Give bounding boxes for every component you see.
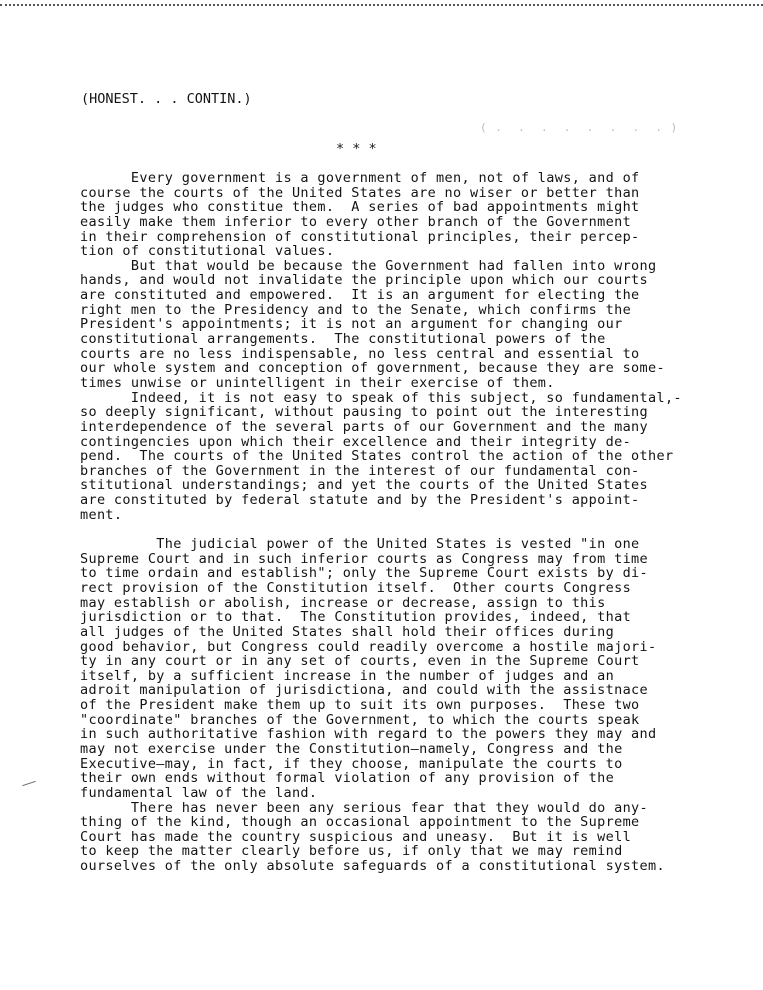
- text-line: stitutional understandings; and yet the courts of the United States: [80, 477, 649, 494]
- text-line: in their comprehension of constitutional principles, their percep-: [80, 228, 640, 245]
- text-line: their own ends without formal violation of any provision of the: [80, 770, 615, 787]
- text-line: Court has made the country suspicious and uneasy. But it is well: [80, 828, 632, 845]
- text-line: itself, by a sufficient increase in the number of judges and an: [80, 667, 615, 684]
- text-line: to time ordain and establish"; only the Supreme Court exists by di-: [80, 565, 649, 582]
- text-line: Supreme Court and in such inferior courts as Congress may from time: [80, 550, 649, 567]
- text-line: right men to the Presidency and to the Senate, which confirms the: [80, 301, 632, 318]
- text-line: fundamental law of the land.: [80, 784, 318, 801]
- text-line: all judges of the United States shall hold their offices during: [80, 623, 615, 640]
- text-line: our whole system and conception of government, because they are some-: [80, 360, 665, 377]
- margin-pencil-mark: [22, 781, 36, 786]
- text-line: hands, and would not invalidate the principle upon which our courts: [80, 272, 649, 289]
- text-line: pend. The courts of the United States control the action of the other: [80, 448, 674, 465]
- text-line: Every government is a government of men, not of laws, and of: [80, 170, 640, 186]
- text-line: tion of constitutional values.: [80, 243, 335, 260]
- section-break-stars: * * *: [336, 141, 377, 157]
- text-line: ourselves of the only absolute safeguards of a constitutional system.: [80, 858, 665, 875]
- text-line: But that would be because the Government had fallen into wrong: [80, 257, 657, 274]
- text-line: the judges who constitue them. A series of bad appointments might: [80, 199, 640, 216]
- text-line: may not exercise under the Constitution—namely, Congress and the: [80, 740, 623, 757]
- text-line: ment.: [80, 506, 123, 523]
- continuation-heading: (HONEST. . . CONTIN.): [81, 91, 252, 107]
- text-line: contingencies upon which their excellence and their integrity de-: [80, 433, 632, 450]
- typescript-body: [80, 171, 720, 874]
- text-line: President's appointments; it is not an argument for changing our: [80, 316, 623, 333]
- paragraph-4: [80, 537, 720, 801]
- paragraph-3: [80, 391, 720, 523]
- text-line: constitutional arrangements. The constitutional powers of the: [80, 331, 606, 348]
- text-line: branches of the Government in the interest of our fundamental con-: [80, 462, 640, 479]
- text-line: rect provision of the Constitution itself. Other courts Congress: [80, 579, 632, 596]
- text-line: jurisdiction or to that. The Constitution provides, indeed, that: [80, 609, 632, 626]
- text-line: course the courts of the United States are no wiser or better than: [80, 184, 640, 201]
- paragraph-2: [80, 259, 720, 391]
- text-line: courts are no less indispensable, no less central and essential to: [80, 345, 640, 362]
- text-line: are constituted and empowered. It is an argument for electing the: [80, 287, 640, 304]
- paragraph-5: [80, 801, 720, 874]
- faint-stamp-mark: ( . . . . . . . . ): [480, 121, 679, 134]
- paragraph-1: [80, 171, 720, 259]
- text-line: thing of the kind, though an occasional appointment to the Supreme: [80, 814, 640, 831]
- text-line: times unwise or unintelligent in their exercise of them.: [80, 374, 555, 391]
- text-line: interdependence of the several parts of our Government and the many: [80, 418, 649, 435]
- text-line: may establish or abolish, increase or decrease, assign to this: [80, 594, 606, 611]
- text-line: ty in any court or in any set of courts, even in the Supreme Court: [80, 653, 640, 670]
- text-line: in such authoritative fashion with regard to the powers they may and: [80, 726, 657, 743]
- paragraph-gap: [80, 522, 720, 537]
- text-line: to keep the matter clearly before us, if only that we may remind: [80, 843, 623, 860]
- text-line: good behavior, but Congress could readily overcome a hostile majori-: [80, 638, 657, 655]
- text-line: of the President make them up to suit its own purposes. These two: [80, 697, 640, 714]
- text-line: Executive—may, in fact, if they choose, manipulate the courts to: [80, 755, 623, 772]
- top-dotted-rule: [0, 4, 763, 6]
- text-line: adroit manipulation of jurisdictiona, and could with the assistnace: [80, 682, 649, 699]
- text-line: The judicial power of the United States is vested "in one: [80, 536, 640, 553]
- text-line: There has never been any serious fear that they would do any-: [80, 799, 649, 816]
- text-line: Indeed, it is not easy to speak of this subject, so fundamental,-: [80, 389, 682, 406]
- text-line: easily make them inferior to every other branch of the Government: [80, 213, 632, 230]
- text-line: are constituted by federal statute and by the President's appoint-: [80, 492, 640, 509]
- text-line: "coordinate" branches of the Government, to which the courts speak: [80, 711, 640, 728]
- text-line: so deeply significant, without pausing to point out the interesting: [80, 404, 649, 421]
